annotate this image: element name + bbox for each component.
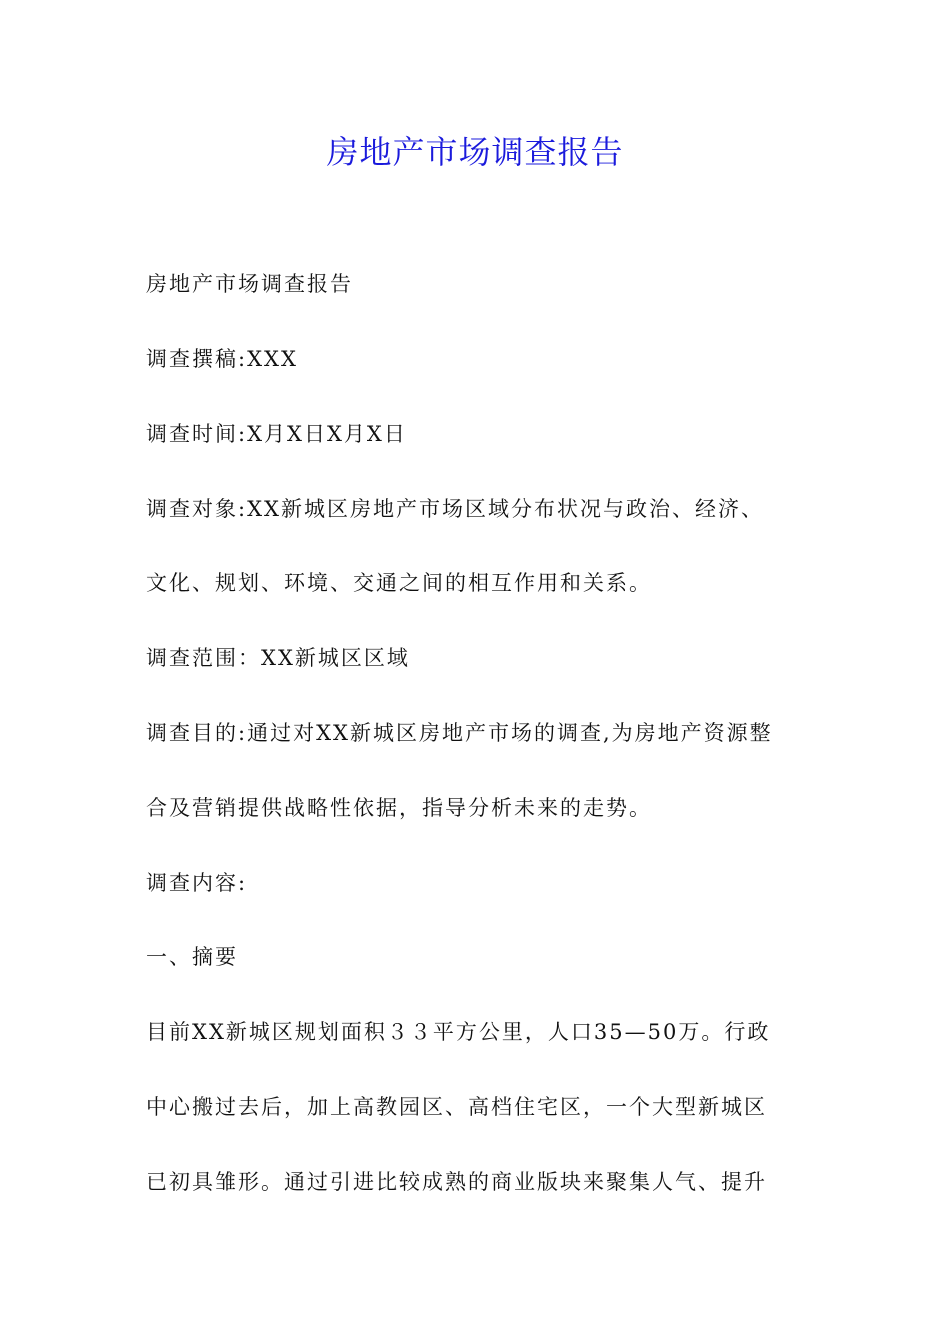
report-heading-line: 房地产市场调查报告 (146, 272, 353, 296)
abstract-line-3: 已初具雏形。通过引进比较成熟的商业版块来聚集人气、提升 (146, 1170, 767, 1194)
survey-object-line-1: 调查对象:XX新城区房地产市场区域分布状况与政治、经济、 (146, 497, 764, 521)
section-abstract-heading: 一、摘要 (146, 945, 238, 969)
survey-scope-line: 调查范围：XX新城区区域 (146, 646, 410, 670)
survey-time-line: 调查时间:X月X日X月X日 (146, 422, 407, 446)
survey-purpose-line-1: 调查目的:通过对XX新城区房地产市场的调查,为房地产资源整 (146, 721, 773, 745)
abstract-line-2: 中心搬过去后，加上高教园区、高档住宅区，一个大型新城区 (146, 1095, 767, 1119)
survey-content-heading: 调查内容: (146, 871, 248, 895)
survey-purpose-line-2: 合及营销提供战略性依据，指导分析未来的走势。 (146, 796, 652, 820)
document-title: 房地产市场调查报告 (326, 133, 624, 171)
abstract-line-1: 目前XX新城区规划面积３３平方公里，人口35—50万。行政 (146, 1020, 771, 1044)
author-line: 调查撰稿:XXX (146, 347, 298, 371)
survey-object-line-2: 文化、规划、环境、交通之间的相互作用和关系。 (146, 571, 652, 595)
